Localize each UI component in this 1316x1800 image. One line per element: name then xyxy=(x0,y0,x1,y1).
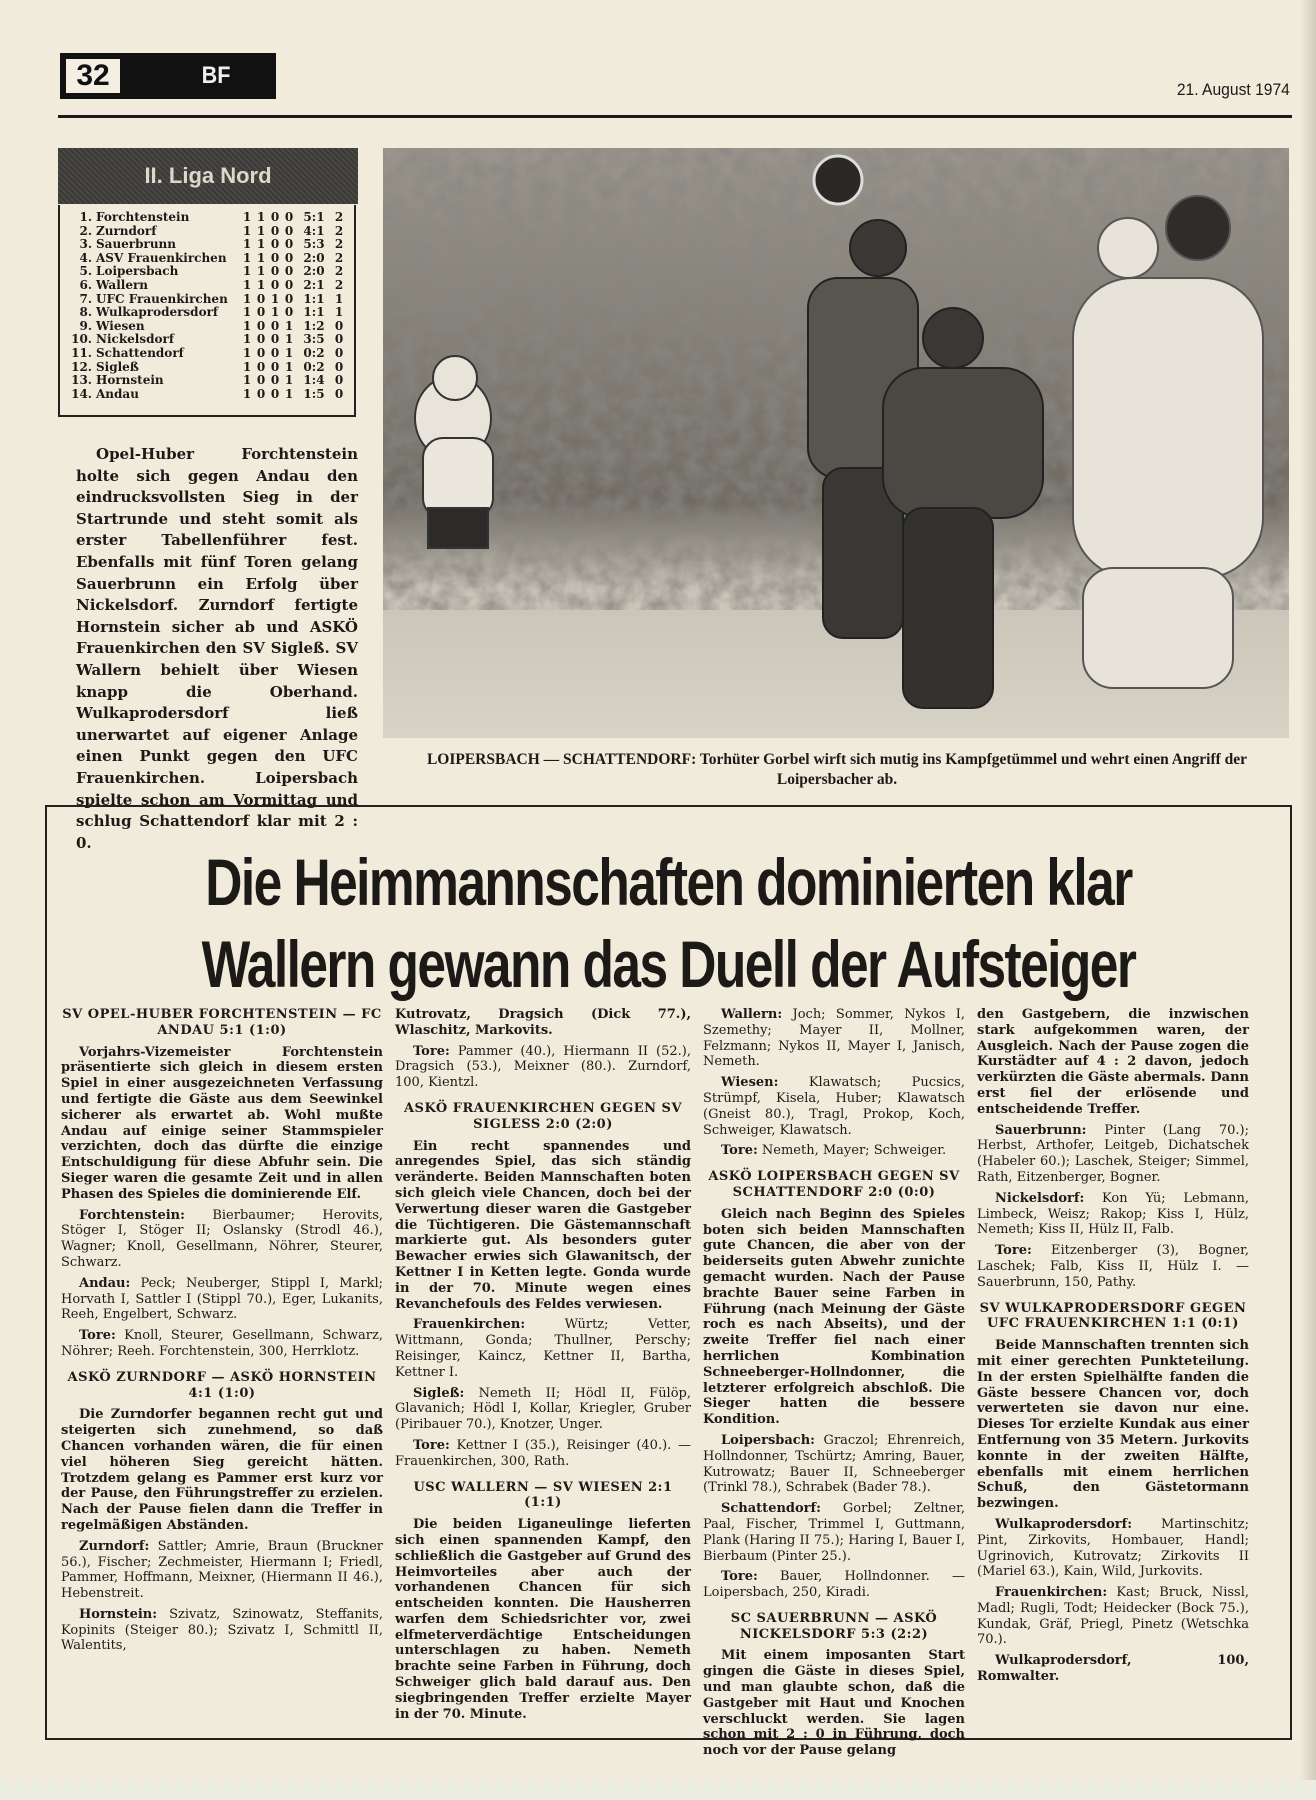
article-column-2 xyxy=(395,1007,691,1727)
article-column-3 xyxy=(703,1007,965,1764)
team-name: Zurndorf xyxy=(96,223,157,238)
lineup-label: Zurndorf: xyxy=(79,1538,150,1554)
team-cell xyxy=(70,374,240,388)
match-photo xyxy=(383,148,1289,738)
u-cell: 0 xyxy=(270,386,280,401)
report-paragraph: Mit einem imposanten Start gingen die Gäste in dieses Spiel, und man glaubte schon, daß die Gastgeber mit Haut und Knochen verschluckt werden. Sie lagen schon mit 2 : 0 in Führung, doch noch vor der Pause gelang xyxy=(703,1648,965,1759)
team-cell xyxy=(70,347,240,361)
pts-cell: 2 xyxy=(334,250,344,265)
pts-cell: 0 xyxy=(334,373,344,388)
goals-cell: 5:3 xyxy=(303,237,325,252)
section-code: BF xyxy=(201,62,231,89)
u-cell: 0 xyxy=(270,277,280,292)
report-paragraph: Gleich nach Beginn des Spieles boten sich beiden Mannschaften gute Chancen, die aber von der beiderseits guten Abwehr zunichte gemacht wurden. Nach der Pause brachte Bauer seine Farben in Führung (nach Meinung der Gäste roch es nach Abseits), und der zweite Treffer fiel nach einer herrlichen Kombination Schneeberger-Hollndonner, die letzterer erfolgreich abschloß. Die Sieger hatten die bessere Kondition. xyxy=(703,1206,965,1428)
goals-cell: 1:1 xyxy=(303,291,325,306)
team-cell xyxy=(70,238,240,252)
sp-cell: 1 xyxy=(242,264,252,279)
lineup-text: Szivatz, Szinowatz, Steffanits, Kopinits (Steiger 80.); Szivatz I, Schmittl II, Walentits, xyxy=(61,1606,383,1654)
league-table xyxy=(58,205,356,417)
lineup-label: Frauenkirchen: xyxy=(413,1317,526,1333)
u-cell: 0 xyxy=(270,373,280,388)
table-row xyxy=(70,306,346,320)
team-name: ASV Frauenkirchen xyxy=(96,250,227,265)
sp-cell: 1 xyxy=(242,237,252,252)
lineup-label: Forchtenstein: xyxy=(79,1207,185,1223)
sp-cell: 1 xyxy=(242,332,252,347)
goals-cell: 1:4 xyxy=(303,373,325,388)
lineup-text: Nemeth II; Hödl II, Fülöp, Glavanich; Hödl I, Kollar, Kriegler, Gruber (Piribauer 70.), Knotzer, Unger. xyxy=(395,1385,691,1433)
pts-cell: 0 xyxy=(334,386,344,401)
lineup-text: Knoll, Steurer, Gesellmann, Schwarz, Nöhrer; Reeh. Forchtenstein, 300, Herrklotz. xyxy=(61,1328,383,1359)
report-paragraph: Vorjahrs-Vizemeister Forchtenstein präsentierte sich gleich in diesem ersten Spiel in einer ausgezeichneten Verfassung und fertigte die Gäste aus dem Seewinkel sicherer als erwartet ab. Wohl mußte Andau auf einige seiner Stammspieler verzichten, doch das dürfte die einzige Entschuldigung für diese Abfuhr sein. Die Sieger waren die gesamte Zeit und in allen Phasen des Spieles die dominierende Elf. xyxy=(61,1044,383,1202)
n-cell: 1 xyxy=(284,345,294,360)
s-cell: 1 xyxy=(256,210,266,224)
report-paragraph: Beide Mannschaften trennten sich mit einer gerechten Punkteteilung. In der ersten Spielhälfte fanden die Gäste bessere Chancen vor, doch verwerteten sie davon nur eine. Dieses Tor erzielte Kundak aus einer Entfernung von 35 Metern. Jurkovits konnte in der zweiten Hälfte, ebenfalls mit einem herrlichen Schuß, den Gästetormann bezwingen. xyxy=(977,1338,1249,1512)
n-cell: 0 xyxy=(284,264,294,279)
lineup-text: Pinter (Lang 70.); Herbst, Arthofer, Leitgeb, Dichatschek (Habeler 60.); Laschek, Steiger; Simmel, Rath, Eitzenberger, Bogner. xyxy=(977,1122,1249,1185)
u-cell: 1 xyxy=(270,305,280,320)
match-heading: SV OPEL-HUBER FORCHTENSTEIN — FC ANDAU 5:1 (1:0) xyxy=(62,1007,382,1038)
lineup-paragraph xyxy=(703,1501,965,1564)
report-paragraph: Kutrovatz, Dragsich (Dick 77.), Wlaschitz, Markovits. xyxy=(395,1007,691,1038)
s-cell: 1 xyxy=(256,264,266,279)
lineup-label: Tore: xyxy=(413,1043,450,1059)
u-cell: 0 xyxy=(270,264,280,279)
team-name: UFC Frauenkirchen xyxy=(96,291,228,306)
s-cell: 0 xyxy=(256,332,266,347)
team-cell xyxy=(70,265,240,279)
pts-cell: 2 xyxy=(334,223,344,238)
team-cell xyxy=(70,279,240,293)
lineup-paragraph xyxy=(61,1208,383,1271)
team-cell xyxy=(70,225,240,239)
lineup-text: Martinschitz; Pint, Zirkovits, Hombauer, Handl; Ugrinovich, Kutrovatz; Zirkovits II (Mariel 63.), Kain, Wild, Jurkovits. xyxy=(977,1516,1249,1580)
lineup-label: Sauerbrunn: xyxy=(995,1122,1087,1138)
team-name: Andau xyxy=(96,386,139,401)
n-cell: 0 xyxy=(284,237,294,252)
goals-cell: 2:1 xyxy=(303,277,325,292)
rank: 10. xyxy=(71,332,92,347)
team-name: Nickelsdorf xyxy=(96,332,174,347)
u-cell: 0 xyxy=(270,318,280,333)
lineup-paragraph xyxy=(703,1433,965,1496)
team-name: Loipersbach xyxy=(96,264,179,279)
n-cell: 0 xyxy=(284,277,294,292)
sp-cell: 1 xyxy=(242,305,252,320)
league-table-title: II. Liga Nord xyxy=(58,148,358,204)
s-cell: 1 xyxy=(256,250,266,265)
table-row xyxy=(70,279,346,293)
page-number: 32 xyxy=(64,57,122,95)
team-name: Wallern xyxy=(96,277,149,292)
sp-cell: 1 xyxy=(242,373,252,388)
lineup-text: Gorbel; Zeltner, Paal, Fischer, Trimmel I, Guttmann, Plank (Haring II 75.); Haring I, Bauer I, Bierbaum (Pinter 25.). xyxy=(703,1501,965,1564)
lineup-text: Bierbaumer; Herovits, Stöger I, Stöger II; Oslansky (Strodl 46.), Wagner; Knoll, Gesellmann, Nöhrer, Steurer, Schwarz. xyxy=(61,1207,383,1270)
team-cell xyxy=(70,306,240,320)
lineup-paragraph xyxy=(703,1075,965,1138)
u-cell: 0 xyxy=(270,210,280,224)
n-cell: 1 xyxy=(284,332,294,347)
lineup-text: Eitzenberger (3), Bogner, Laschek; Falb, Kiss II, Hülz I. — Sauerbrunn, 150, Pathy. xyxy=(977,1243,1249,1290)
lineup-label: Sigleß: xyxy=(413,1385,465,1401)
lineup-paragraph xyxy=(703,1143,965,1159)
photo-image xyxy=(383,148,1289,738)
match-heading: ASKÖ LOIPERSBACH GEGEN SV SCHATTENDORF 2:0 (0:0) xyxy=(708,1169,960,1200)
team-name: Sauerbrunn xyxy=(96,237,177,252)
match-report-article xyxy=(45,805,1292,1759)
lineup-paragraph xyxy=(61,1539,383,1602)
n-cell: 1 xyxy=(284,386,294,401)
n-cell: 1 xyxy=(284,373,294,388)
rank: 7. xyxy=(79,291,92,306)
u-cell: 0 xyxy=(270,237,280,252)
goals-cell: 2:0 xyxy=(303,264,325,279)
s-cell: 0 xyxy=(256,345,266,360)
lineup-label: Tore: xyxy=(413,1437,450,1453)
rank: 1. xyxy=(79,210,92,224)
n-cell: 0 xyxy=(284,291,294,306)
team-cell xyxy=(70,293,240,307)
s-cell: 0 xyxy=(256,305,266,320)
rank: 12. xyxy=(71,359,92,374)
table-row xyxy=(70,252,346,266)
table-row xyxy=(70,333,346,347)
goals-cell: 5:1 xyxy=(303,210,325,224)
s-cell: 0 xyxy=(256,386,266,401)
table-row xyxy=(70,265,346,279)
lead-paragraph: Opel-Huber Forchtenstein holte sich gegen Andau den eindrucksvollsten Sieg in der Startrunde und steht somit als erster Tabellenführer fest. Ebenfalls mit fünf Toren gelang Sauerbrunn ein Erfolg über Nickelsdorf. Zurndorf fertigte Hornstein sicher ab und ASKÖ Frauenkirchen den SV Sigleß. SV Wallern behielt über Wiesen knapp die Oberhand. Wulkaprodersdorf ließ unerwartet auf eigener Anlage einen Punkt gegen den UFC Frauenkirchen. Loipersbach spielte schon am Vormittag und schlug Schattendorf klar mit 2 : 0. xyxy=(76,445,358,852)
table-row xyxy=(70,388,346,402)
goals-cell: 2:0 xyxy=(303,250,325,265)
report-paragraph: den Gastgebern, die inzwischen stark aufgekommen waren, der Ausgleich. Nach der Pause zogen die Kurstädter auf 4 : 2 davon, jedoch verkürzten die Gäste abermals. Dann erst fiel der erlösende und entscheidende Treffer. xyxy=(977,1007,1249,1117)
sp-cell: 1 xyxy=(242,345,252,360)
team-cell xyxy=(70,388,240,402)
u-cell: 1 xyxy=(270,291,280,306)
lineup-label: Wallern: xyxy=(721,1007,783,1022)
report-paragraph: Ein recht spannendes und anregendes Spiel, das sich ständig veränderte. Beiden Mannschaften boten sich gleich viele Chancen, doch bei der Verwertung dieser waren die Gastgeber die Tüchtigeren. Die Gästemannschaft markierte gut. Als besonders guter Bewacher erwies sich Glawanitsch, der Kettner I in Ketten legte. Gonda wurde in der 70. Minute wegen eines Revanchefouls des Feldes verwiesen. xyxy=(395,1138,691,1312)
s-cell: 1 xyxy=(256,223,266,238)
report-paragraph: Wulkaprodersdorf, 100, Romwalter. xyxy=(977,1653,1249,1685)
goals-cell: 4:1 xyxy=(303,223,325,238)
rank: 9. xyxy=(79,318,92,333)
team-cell xyxy=(70,211,240,225)
header-rule xyxy=(58,115,1292,118)
match-heading: SC SAUERBRUNN — ASKÖ NICKELSDORF 5:3 (2:2) xyxy=(730,1610,938,1642)
pts-cell: 2 xyxy=(334,237,344,252)
match-heading: SV WULKAPRODERSDORF GEGEN UFC FRAUENKIRCHEN 1:1 (0:1) xyxy=(979,1300,1247,1332)
team-name: Forchtenstein xyxy=(96,210,190,224)
s-cell: 1 xyxy=(256,277,266,292)
table-row xyxy=(70,293,346,307)
lineup-label: Hornstein: xyxy=(79,1606,158,1622)
lineup-paragraph xyxy=(61,1328,383,1360)
lineup-label: Tore: xyxy=(79,1328,116,1344)
rank: 13. xyxy=(71,373,92,388)
headline-line-2: Wallern gewann das Duell der Aufsteiger xyxy=(201,927,1136,1001)
u-cell: 0 xyxy=(270,223,280,238)
table-row xyxy=(70,374,346,388)
goals-cell: 0:2 xyxy=(303,359,325,374)
lineup-text: Nemeth, Mayer; Schweiger. xyxy=(757,1143,947,1159)
lineup-paragraph xyxy=(703,1007,965,1070)
s-cell: 0 xyxy=(256,373,266,388)
table-row xyxy=(70,238,346,252)
lineup-paragraph xyxy=(977,1243,1249,1290)
u-cell: 0 xyxy=(270,250,280,265)
lineup-label: Tore: xyxy=(721,1569,758,1585)
team-name: Sigleß xyxy=(96,359,139,374)
report-paragraph: Die Zurndorfer begannen recht gut und steigerten sich zunehmend, so daß Chancen vorhanden wären, die für einen viel höheren Sieg gereicht hätten. Trotzdem gelang es Pammer erst kurz vor der Pause, den Führungstreffer zu erzielen. Nach der Pause fielen dann die Treffer in regelmäßigen Abständen. xyxy=(61,1407,383,1533)
page-edge xyxy=(1300,0,1316,1800)
s-cell: 0 xyxy=(256,291,266,306)
lineup-paragraph xyxy=(395,1317,691,1380)
lineup-text: Kast; Bruck, Nissl, Madl; Rugli, Todt; Heidecker (Bock 75.), Kundak, Gräf, Priegl, Pinetz (Wetschka 70.). xyxy=(977,1585,1249,1648)
match-heading: ASKÖ ZURNDORF — ASKÖ HORNSTEIN 4:1 (1:0) xyxy=(67,1369,377,1401)
lineup-label: Frauenkirchen: xyxy=(995,1585,1108,1601)
team-name: Wulkaprodersdorf xyxy=(96,305,219,320)
team-name: Schattendorf xyxy=(96,345,184,360)
lineup-label: Schattendorf: xyxy=(721,1501,821,1517)
table-row xyxy=(70,225,346,239)
pts-cell: 2 xyxy=(334,277,344,292)
article-column-1 xyxy=(61,1007,383,1659)
match-heading: ASKÖ FRAUENKIRCHEN GEGEN SV SIGLESS 2:0 (2:0) xyxy=(403,1100,683,1132)
u-cell: 0 xyxy=(270,359,280,374)
goals-cell: 1:1 xyxy=(303,305,325,320)
table-row xyxy=(70,320,346,334)
lineup-paragraph xyxy=(61,1607,383,1654)
pts-cell: 1 xyxy=(334,291,344,306)
lineup-paragraph xyxy=(395,1438,691,1470)
lineup-label: Tore: xyxy=(995,1243,1032,1259)
team-cell xyxy=(70,361,240,375)
table-row xyxy=(70,211,346,225)
rank: 8. xyxy=(79,305,92,320)
goals-cell: 3:5 xyxy=(303,332,325,347)
table-row xyxy=(70,361,346,375)
pts-cell: 0 xyxy=(334,359,344,374)
sp-cell: 1 xyxy=(242,359,252,374)
n-cell: 0 xyxy=(284,305,294,320)
rank: 11. xyxy=(71,345,92,360)
n-cell: 0 xyxy=(284,250,294,265)
sp-cell: 1 xyxy=(242,223,252,238)
lineup-paragraph xyxy=(61,1276,383,1323)
scan-bottom-border xyxy=(0,1780,1316,1800)
lineup-text: Peck; Neuberger, Stippl I, Markl; Horvath I, Sattler I (Stippl 70.), Eger, Lukanits, Reeh, Engelbert, Schwarz. xyxy=(61,1275,383,1323)
n-cell: 0 xyxy=(284,223,294,238)
lineup-label: Wulkaprodersdorf: xyxy=(995,1516,1133,1532)
rank: 4. xyxy=(79,250,92,265)
goals-cell: 0:2 xyxy=(303,345,325,360)
n-cell: 0 xyxy=(284,210,294,224)
team-cell xyxy=(70,252,240,266)
team-cell xyxy=(70,333,240,347)
sp-cell: 1 xyxy=(242,386,252,401)
lineup-text: Bauer, Hollndonner. — Loipersbach, 250, Kiradi. xyxy=(703,1569,965,1601)
headline-line-1: Die Heimmannschaften dominierten klar xyxy=(205,845,1132,919)
lineup-text: Sattler; Amrie, Braun (Bruckner 56.), Fischer; Zechmeister, Hiermann I; Friedl, Pammer, Hoffmann, Meixner, (Hiermann II 46.), Hebenstreit. xyxy=(61,1538,383,1602)
rank: 14. xyxy=(71,386,92,401)
n-cell: 1 xyxy=(284,318,294,333)
lineup-paragraph xyxy=(977,1517,1249,1580)
lineup-paragraph xyxy=(395,1386,691,1433)
team-name: Wiesen xyxy=(96,318,145,333)
lineup-label: Andau: xyxy=(79,1275,131,1291)
lineup-label: Loipersbach: xyxy=(721,1432,815,1448)
article-column-4 xyxy=(977,1007,1249,1690)
u-cell: 0 xyxy=(270,345,280,360)
sp-cell: 1 xyxy=(242,277,252,292)
n-cell: 1 xyxy=(284,359,294,374)
lineup-paragraph xyxy=(977,1123,1249,1186)
team-name: Hornstein xyxy=(96,373,164,388)
pts-cell: 0 xyxy=(334,318,344,333)
team-cell xyxy=(70,320,240,334)
lineup-text: Graczol; Ehrenreich, Hollndonner, Tschürtz; Amring, Bauer, Kutrowatz; Bauer II, Schneeberger (Trinkl 78.), Schrabek (Bader 78.). xyxy=(703,1432,965,1496)
page-section-label xyxy=(60,53,276,99)
s-cell: 0 xyxy=(256,318,266,333)
table-row xyxy=(70,347,346,361)
goals-cell: 1:2 xyxy=(303,318,325,333)
report-paragraph: Die beiden Liganeulinge lieferten sich einen spannenden Kampf, den schließlich die Gastgeber auf Grund des Heimvorteiles aber auch der vorhandenen Chancen für sich entscheiden konnten. Die Hausherren warfen dem Schiedsrichter vor, zwei elfmeterverdächtige Entscheidungen unterschlagen zu haben. Nemeth brachte seine Farben in Führung, doch Schweiger glich bald darauf aus. Den siegbringenden Treffer erzielte Mayer in der 70. Minute. xyxy=(395,1517,691,1722)
pts-cell: 1 xyxy=(334,305,344,320)
lineup-text: Klawatsch; Pucsics, Strümpf, Kisela, Huber; Klawatsch (Gneist 80.), Tragl, Prokop, Koch, Schweiger, Klawatsch. xyxy=(703,1075,965,1138)
lineup-label: Nickelsdorf: xyxy=(995,1190,1085,1206)
lineup-paragraph xyxy=(977,1585,1249,1648)
lineup-paragraph xyxy=(977,1191,1249,1238)
lineup-paragraph xyxy=(395,1044,691,1091)
sp-cell: 1 xyxy=(242,318,252,333)
lineup-text: Joch; Sommer, Nykos I, Szemethy; Mayer II, Mollner, Felzmann; Nykos II, Mayer I, Janisch, Nemeth. xyxy=(703,1007,965,1070)
pts-cell: 0 xyxy=(334,332,344,347)
s-cell: 0 xyxy=(256,359,266,374)
match-heading: USC WALLERN — SV WIESEN 2:1 (1:1) xyxy=(413,1479,673,1511)
lineup-text: Kettner I (35.), Reisinger (40.). — Frauenkirchen, 300, Rath. xyxy=(395,1437,691,1469)
goals-cell: 1:5 xyxy=(303,386,325,401)
pts-cell: 0 xyxy=(334,345,344,360)
lineup-text: Kon Yü; Lebmann, Limbeck, Weisz; Rakop; Kiss I, Hülz, Nemeth; Kiss II, Hülz II, Falb. xyxy=(977,1190,1249,1238)
lineup-label: Wiesen: xyxy=(721,1075,779,1091)
u-cell: 0 xyxy=(270,332,280,347)
sp-cell: 1 xyxy=(242,210,252,224)
lineup-text: Würtz; Vetter, Wittmann, Gonda; Thullner, Perschy; Reisinger, Kaincz, Kettner II, Bartha, Kettner I. xyxy=(395,1317,691,1380)
issue-date: 21. August 1974 xyxy=(1176,80,1290,99)
rank: 3. xyxy=(79,237,92,252)
pts-cell: 2 xyxy=(334,264,344,279)
lineup-paragraph xyxy=(703,1569,965,1601)
rank: 2. xyxy=(79,223,92,238)
photo-caption: LOIPERSBACH — SCHATTENDORF: Torhüter Gorbel wirft sich mutig ins Kampfgetümmel und wehrt einen Angriff der Loipersbacher ab. xyxy=(426,751,1248,788)
rank: 6. xyxy=(79,277,92,292)
sp-cell: 1 xyxy=(242,291,252,306)
sp-cell: 1 xyxy=(242,250,252,265)
rank: 5. xyxy=(79,264,92,279)
lineup-text: Pammer (40.), Hiermann II (52.), Dragsich (53.), Meixner (80.). Zurndorf, 100, Kientzl. xyxy=(395,1043,691,1091)
lineup-label: Tore: xyxy=(721,1143,758,1159)
pts-cell: 2 xyxy=(334,210,344,224)
s-cell: 1 xyxy=(256,237,266,252)
